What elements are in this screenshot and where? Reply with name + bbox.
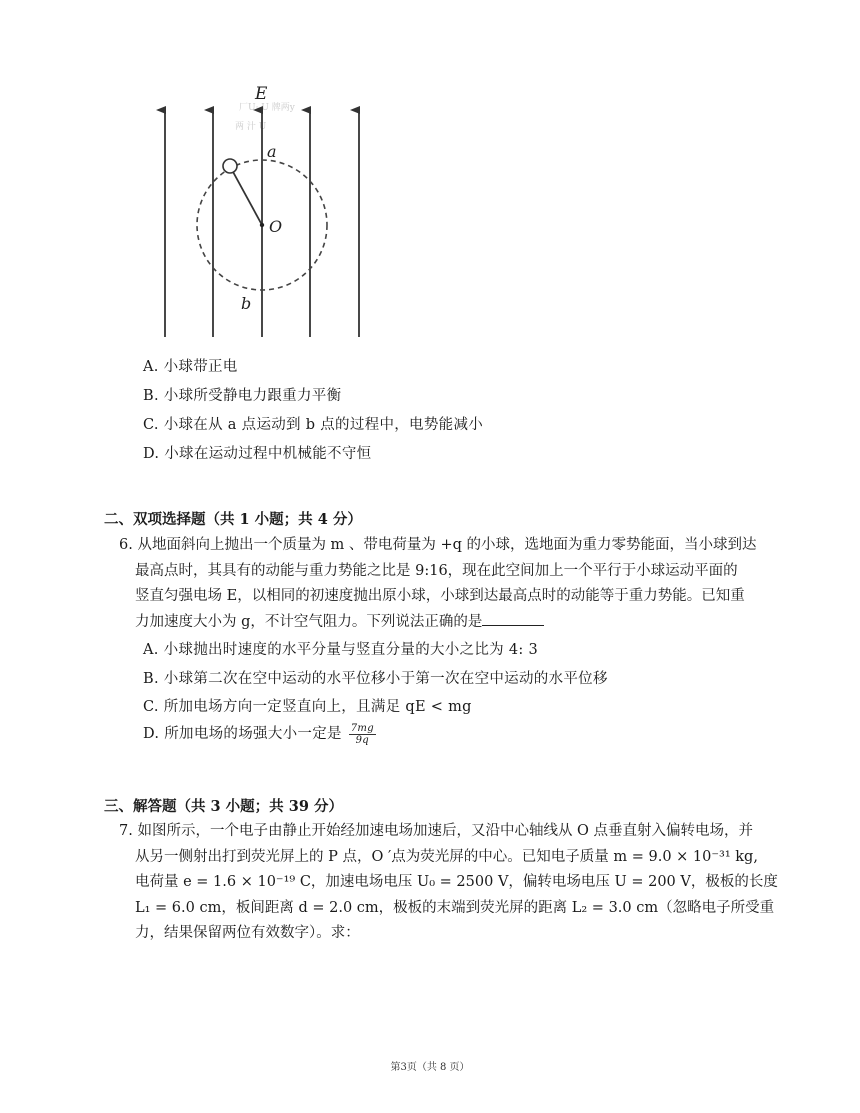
q6-option-c: C. 所加电场方向一定竖直向上，且满足 qE < mg (143, 699, 472, 715)
question-6-stem (119, 533, 799, 635)
q6-line-4-text: 力加速度大小为 g，不计空气阻力。下列说法正确的是 (135, 613, 483, 630)
electric-field-figure (135, 82, 395, 344)
question-7-stem (119, 819, 799, 947)
page-footer: 第3页（共 8 页） (390, 1062, 470, 1073)
faint-bleed-text-2: 两 汁 U (235, 122, 267, 132)
center-point (260, 223, 264, 227)
section-3-title: 三、解答题（共 3 小题；共 39 分） (104, 798, 343, 815)
answer-blank (482, 611, 544, 626)
q6-option-d (143, 722, 376, 746)
q5-option-c: C. 小球在从 a 点运动到 b 点的过程中，电势能减小 (143, 417, 484, 433)
field-label-e: E (255, 84, 268, 104)
q6-line-4 (119, 610, 799, 636)
q7-line-5: 力，结果保留两位有效数字）。求： (135, 925, 360, 941)
fraction-numerator: 7mg (350, 722, 374, 734)
point-a-label: a (267, 142, 277, 161)
q6-line-3: 竖直匀强电场 E，以相同的初速度抛出原小球，小球到达最高点时的动能等于重力势能。已知重 (135, 588, 745, 604)
q5-option-d: D. 小球在运动过程中机械能不守恒 (143, 446, 372, 462)
section-2-title: 二、双项选择题（共 1 小题；共 4 分） (104, 511, 362, 528)
center-o-label: O (269, 217, 283, 236)
q6-line-2: 最高点时，其具有的动能与重力势能之比是 9:16，现在此空间加上一个平行于小球运动平面的 (135, 562, 738, 579)
q5-option-b: B. 小球所受静电力跟重力平衡 (143, 388, 342, 404)
faint-bleed-text: 厂U· U 牌两y (239, 103, 295, 113)
q6-line-1: 6. 从地面斜向上抛出一个质量为 m 、带电荷量为 +q 的小球，选地面为重力零势能面，当小球到达 (119, 537, 757, 553)
q7-line-4: L₁ = 6.0 cm，板间距离 d = 2.0 cm，极板的末端到荧光屏的距离 L₂ = 3.0 cm（忽略电子所受重 (135, 899, 775, 916)
q5-option-a: A. 小球带正电 (143, 359, 238, 375)
fraction-denominator: 9q (355, 734, 370, 746)
q6-option-d-text: D. 所加电场的场强大小一定是 (143, 726, 342, 742)
point-b-label: b (241, 294, 252, 313)
string-line (232, 170, 262, 225)
q7-line-3: 电荷量 e = 1.6 × 10⁻¹⁹ C，加速电场电压 U₀ = 2500 V，偏转电场电压 U = 200 V，极板的长度 (135, 874, 778, 890)
fraction (349, 723, 376, 746)
q7-line-1: 7. 如图所示，一个电子由静止开始经加速电场加速后，又沿中心轴线从 O 点垂直射入偏转电场，并 (119, 823, 754, 839)
q6-option-a: A. 小球抛出时速度的水平分量与竖直分量的大小之比为 4: 3 (143, 642, 539, 658)
q7-line-2: 从另一侧射出打到荧光屏上的 P 点，O ′点为荧光屏的中心。已知电子质量 m = 9.0 × 10⁻³¹ kg, (135, 848, 758, 865)
small-ball (223, 159, 237, 173)
q6-option-b: B. 小球第二次在空中运动的水平位移小于第一次在空中运动的水平位移 (143, 671, 608, 687)
